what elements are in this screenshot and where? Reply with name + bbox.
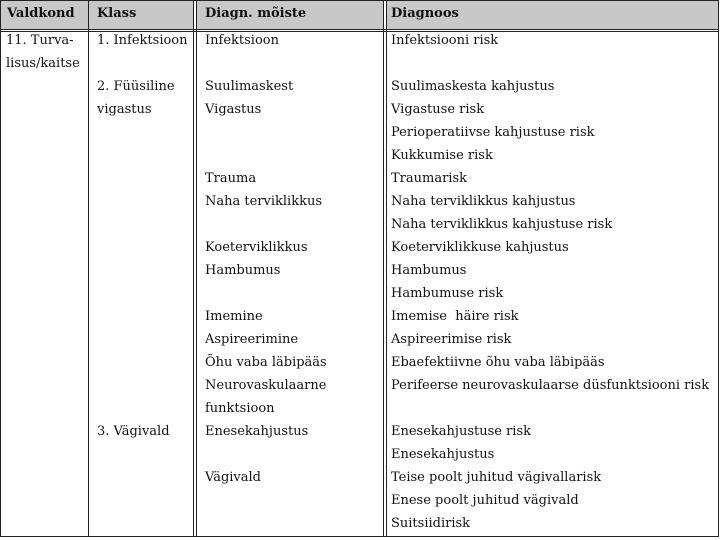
header-diagnoos: Diagnoos bbox=[391, 6, 459, 21]
diagnosis-item: Infektsiooni risk bbox=[391, 33, 499, 48]
concept-item: Imemine bbox=[205, 309, 263, 324]
diagnosis-item: Enese poolt juhitud vägivald bbox=[391, 493, 579, 508]
domain-line-2: lisus/kaitse bbox=[6, 56, 80, 71]
concept-item: Naha terviklikkus bbox=[205, 194, 323, 209]
diagnosis-item: Hambumuse risk bbox=[391, 286, 504, 301]
concept-item: Aspireerimine bbox=[205, 332, 299, 347]
diagnosis-item: Enesekahjustuse risk bbox=[391, 424, 532, 439]
column-divider-2 bbox=[193, 0, 194, 537]
column-divider-2b bbox=[196, 0, 197, 537]
column-divider-3b bbox=[386, 0, 387, 537]
column-divider-1 bbox=[88, 0, 89, 537]
header-klass: Klass bbox=[97, 6, 137, 21]
diagnosis-item: Koeterviklikkuse kahjustus bbox=[391, 240, 569, 255]
diagnosis-item: Naha terviklikkus kahjustus bbox=[391, 194, 576, 209]
concept-item: Vägivald bbox=[205, 470, 261, 485]
diagnosis-item: Traumarisk bbox=[391, 171, 468, 186]
column-divider-3 bbox=[383, 0, 384, 537]
diagnosis-item: Perifeerse neurovaskulaarse düsfunktsiooni risk bbox=[391, 378, 710, 393]
diagnosis-item: Hambumus bbox=[391, 263, 467, 278]
class-infektsioon: 1. Infektsioon bbox=[97, 33, 188, 48]
diagnosis-item: Suitsiidirisk bbox=[391, 516, 471, 531]
diagnosis-item: Vigastuse risk bbox=[391, 102, 485, 117]
diagnosis-item: Kukkumise risk bbox=[391, 148, 493, 163]
class-fuusiline-line-1: 2. Füüsiline bbox=[97, 79, 175, 94]
diagnosis-item: Perioperatiivse kahjustuse risk bbox=[391, 125, 595, 140]
concept-item: Õhu vaba läbipääs bbox=[205, 355, 327, 370]
concept-item: Koeterviklikkus bbox=[205, 240, 308, 255]
domain-line-1: 11. Turva- bbox=[6, 33, 74, 48]
concept-item: Enesekahjustus bbox=[205, 424, 309, 439]
concept-item: Infektsioon bbox=[205, 33, 279, 48]
concept-item: Vigastus bbox=[205, 102, 262, 117]
diagnosis-item: Naha terviklikkus kahjustuse risk bbox=[391, 217, 613, 232]
concept-item: Trauma bbox=[205, 171, 257, 186]
concept-item: Neurovaskulaarne bbox=[205, 378, 327, 393]
concept-item: Hambumus bbox=[205, 263, 281, 278]
diagnosis-item: Aspireerimise risk bbox=[391, 332, 512, 347]
diagnosis-item: Ebaefektiivne õhu vaba läbipääs bbox=[391, 355, 605, 370]
class-fuusiline-line-2: vigastus bbox=[97, 102, 152, 117]
diagnosis-item: Teise poolt juhitud vägivallarisk bbox=[391, 470, 602, 485]
diagnosis-item: Enesekahjustus bbox=[391, 447, 495, 462]
concept-item: Suulimaskest bbox=[205, 79, 294, 94]
diagnosis-item: Suulimaskesta kahjustus bbox=[391, 79, 555, 94]
header-diagn-moiste: Diagn. mõiste bbox=[205, 6, 307, 21]
class-vagivald: 3. Vägivald bbox=[97, 424, 170, 439]
diagnosis-item: Imemise häire risk bbox=[391, 309, 519, 324]
concept-item: funktsioon bbox=[205, 401, 275, 416]
header-valdkond: Valdkond bbox=[7, 6, 75, 21]
